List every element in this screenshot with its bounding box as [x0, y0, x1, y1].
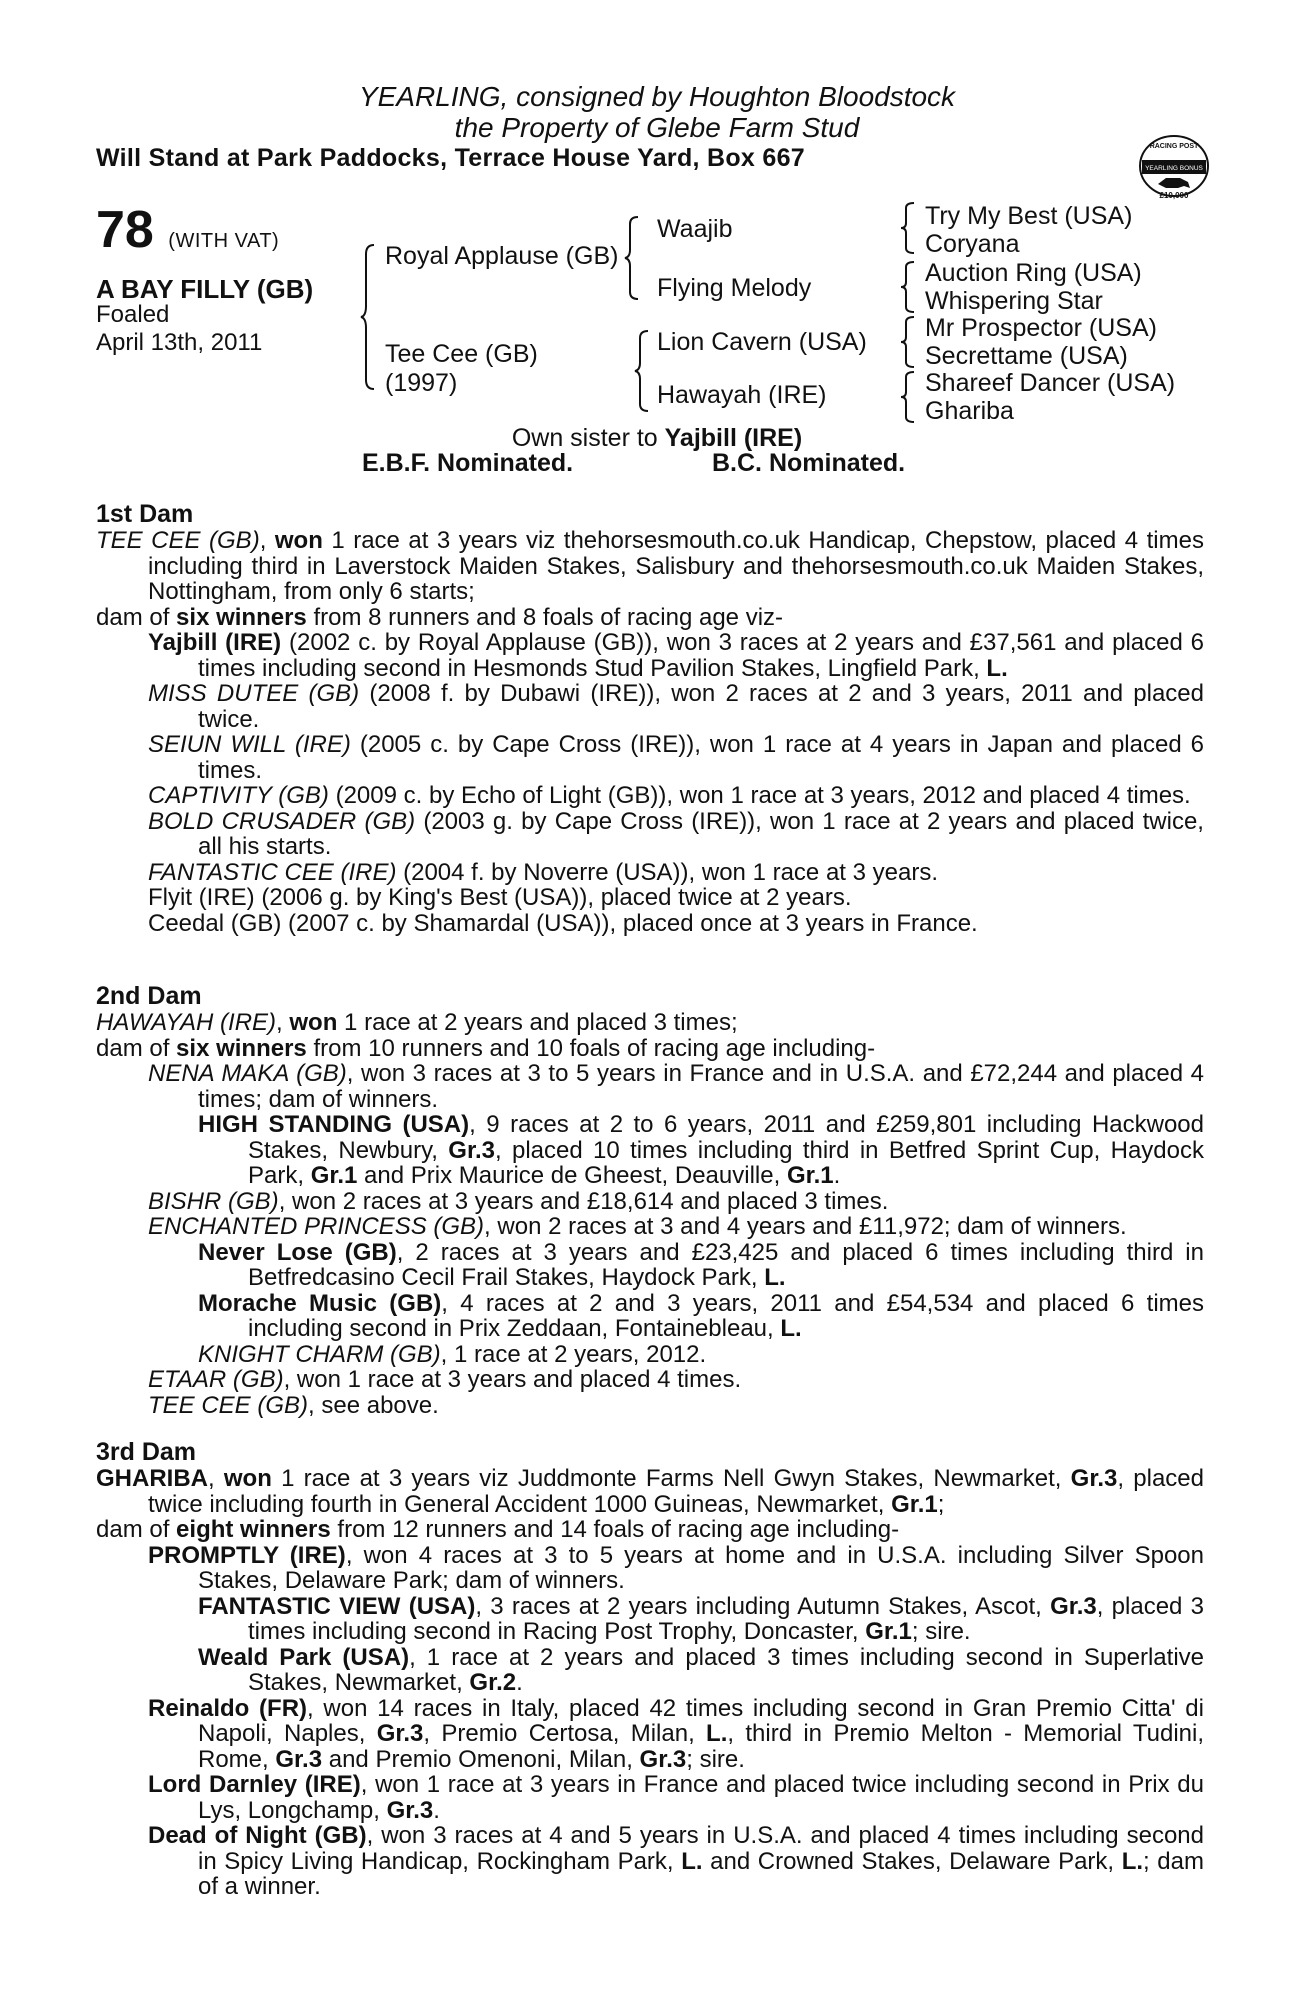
text-run: Gr.1 — [891, 1490, 938, 1518]
lot-number-line — [96, 200, 279, 271]
property-line: the Property of Glebe Farm Stud — [454, 112, 860, 143]
text-run: Gr.1 — [786, 1162, 834, 1189]
text-run: L. — [706, 1720, 728, 1747]
sire-sire-sire: Try My Best (USA) — [925, 202, 1133, 230]
text-run: Yajbill (IRE) — [148, 629, 282, 656]
sire-dam-dam: Whispering Star — [925, 287, 1103, 315]
sire-dam: Flying Melody — [657, 274, 812, 302]
text-run: , placed twice including fourth in General Accident 1000 Guineas, Newmarket, — [148, 1465, 1204, 1518]
text-run: 1 race at 2 years and placed 3 times; — [337, 1009, 738, 1036]
vat-label: (WITH VAT) — [168, 230, 280, 252]
ebf-nominated: E.B.F. Nominated. — [362, 449, 574, 477]
pedigree-brace-main — [360, 244, 376, 390]
text-run: Gr.2 — [469, 1669, 517, 1696]
text-run: . — [433, 1796, 440, 1824]
text-run: Never Lose (GB) — [198, 1238, 397, 1266]
lot-number: 78 — [96, 201, 154, 259]
text-run: SEIUN WILL (IRE) — [148, 731, 351, 758]
foaled-label: Foaled — [96, 301, 170, 328]
consignor-line: YEARLING, consigned by Houghton Bloodstock — [358, 81, 956, 112]
dam-sire-sire: Mr Prospector (USA) — [925, 314, 1157, 342]
text-run: CAPTIVITY (GB) — [148, 782, 329, 809]
text-run: dam of — [96, 1516, 177, 1543]
badge-top-text: RACING POST — [1149, 143, 1199, 150]
text-run: , won 14 races in Italy, placed 42 times including second in Gran Premio Citta' di Napoli, Naples, — [198, 1694, 1204, 1747]
first-dam-heading: 1st Dam — [96, 500, 194, 528]
text-run: , third in Premio Melton - Memorial Tudini, Rome, — [198, 1720, 1204, 1773]
produce-entry-grandchild — [198, 1291, 1204, 1342]
text-run: 1 race at 3 years viz thehorsesmouth.co.uk Handicap, Chepstow, placed 4 times including third in Laverstock Maiden Stakes, Salisbury and thehorsesmouth.co.uk Maiden Stakes, Nottingham, from only 6 starts; — [148, 527, 1204, 605]
text-run: , 3 races at 2 years including Autumn Stakes, Ascot, — [475, 1592, 1051, 1620]
pedigree-brace-dam — [634, 330, 650, 412]
first-dam-produce-list — [96, 630, 1204, 936]
badge-amount-text: £10,000 — [1159, 191, 1189, 200]
text-run: L. — [1121, 1847, 1144, 1875]
third-dam-heading: 3rd Dam — [96, 1438, 197, 1466]
text-run: PROMPTLY (IRE) — [148, 1541, 346, 1569]
text-run: (2009 c. by Echo of Light (GB)), won 1 race at 3 years, 2012 and placed 4 times. — [328, 782, 1191, 809]
first-dam-record — [96, 528, 1204, 605]
own-sister-name: Yajbill (IRE) — [664, 424, 803, 452]
text-run: Gr.3 — [448, 1136, 495, 1164]
text-run: , — [276, 1009, 290, 1036]
dam-dam-sire: Shareef Dancer (USA) — [925, 369, 1176, 397]
produce-entry — [148, 1823, 1204, 1900]
text-run: Gr.3 — [1050, 1592, 1097, 1620]
text-run: Gr.3 — [275, 1745, 323, 1773]
own-sister-prefix: Own sister to — [511, 424, 665, 452]
text-run: from 8 runners and 8 foals of racing age viz- — [306, 603, 784, 631]
produce-entry — [148, 911, 1204, 937]
second-dam-section — [96, 982, 1204, 1418]
stand-location: Will Stand at Park Paddocks, Terrace House Yard, Box 667 — [96, 144, 805, 172]
text-run: Lord Darnley (IRE) — [148, 1771, 361, 1798]
text-run: six winners — [176, 603, 307, 631]
produce-entry — [148, 732, 1204, 783]
first-dam-produce-summary — [96, 605, 1204, 631]
text-run: , won 1 race at 3 years in France and placed twice including second in Prix du Lys, Longchamp, — [198, 1771, 1204, 1824]
text-run: NENA MAKA (GB) — [148, 1060, 347, 1087]
text-run: , 1 race at 2 years and placed 3 times including second in Superlative Stakes, Newmarket, — [248, 1643, 1205, 1696]
yearling-bonus-badge-icon — [1136, 126, 1212, 206]
text-run: , — [259, 527, 275, 554]
produce-entry — [148, 630, 1204, 681]
second-dam-produce-summary — [96, 1036, 1204, 1062]
text-run: FANTASTIC VIEW (USA) — [198, 1592, 476, 1620]
produce-entry — [148, 681, 1204, 732]
own-sister-note — [0, 424, 1314, 453]
produce-entry — [148, 1772, 1204, 1823]
third-dam-produce-list — [96, 1543, 1204, 1900]
text-run: FANTASTIC CEE (IRE) — [148, 858, 397, 886]
sire-sire: Waajib — [657, 215, 733, 243]
dam-sire-dam: Secrettame (USA) — [925, 342, 1128, 370]
sire: Royal Applause (GB) — [385, 242, 619, 270]
pedigree-brace-sd — [900, 261, 916, 313]
text-run: , — [208, 1465, 224, 1492]
text-run: , won 3 races at 3 to 5 years in France and in U.S.A. and £72,244 and placed 4 times; dam of winners. — [198, 1060, 1204, 1113]
text-run: L. — [681, 1847, 703, 1875]
text-run: , 2 races at 3 years and £23,425 and placed 6 times including third in Betfredcasino Cecil Frail Stakes, Haydock Park, — [248, 1238, 1204, 1291]
dam-year: (1997) — [385, 369, 458, 397]
text-run: dam of — [96, 603, 177, 631]
text-run: Gr.1 — [310, 1162, 358, 1189]
text-run: Gr.3 — [1070, 1465, 1118, 1492]
produce-entry-grandchild — [198, 1645, 1204, 1696]
text-run: six winners — [176, 1034, 307, 1062]
pedigree-brace-ss — [900, 202, 916, 254]
dam: Tee Cee (GB) — [385, 340, 538, 368]
text-run: , 1 race at 2 years, 2012. — [440, 1340, 707, 1368]
text-run: Gr.3 — [376, 1720, 424, 1747]
text-run: from 10 runners and 10 foals of racing age including- — [306, 1034, 876, 1062]
text-run: and Prix Maurice de Gheest, Deauville, — [357, 1162, 787, 1189]
text-run: (2004 f. by Noverre (USA)), won 1 race at 3 years. — [396, 858, 938, 886]
text-run: GHARIBA — [96, 1465, 208, 1492]
bc-nominated: B.C. Nominated. — [712, 449, 906, 477]
text-run: L. — [780, 1315, 802, 1342]
text-run: from 12 runners and 14 foals of racing age including- — [330, 1516, 900, 1543]
text-run: . — [516, 1669, 523, 1696]
text-run: , see above. — [308, 1391, 439, 1419]
text-run: ; — [937, 1490, 945, 1518]
text-run: Dead of Night (GB) — [148, 1822, 367, 1849]
text-run: Weald Park (USA) — [198, 1643, 410, 1671]
second-dam-heading: 2nd Dam — [96, 982, 202, 1010]
produce-entry — [148, 1393, 1204, 1419]
dam-dam: Hawayah (IRE) — [657, 381, 827, 409]
text-run: . — [833, 1162, 841, 1189]
text-run: HIGH STANDING (USA) — [198, 1111, 470, 1138]
text-run: HAWAYAH (IRE) — [96, 1009, 277, 1036]
produce-entry — [148, 1214, 1204, 1240]
text-run: Gr.1 — [865, 1618, 912, 1645]
text-run: Gr.3 — [639, 1745, 687, 1773]
produce-entry — [148, 783, 1204, 809]
produce-entry — [148, 1061, 1204, 1112]
produce-entry — [148, 1189, 1204, 1215]
third-dam-record — [96, 1466, 1204, 1517]
produce-entry — [148, 860, 1204, 886]
produce-entry — [148, 1367, 1204, 1393]
text-run: 1 race at 3 years viz Juddmonte Farms Nell Gwyn Stakes, Newmarket, — [271, 1465, 1071, 1492]
text-run: , 9 races at 2 to 6 years, 2011 and £259,801 including Hackwood Stakes, Newbury, — [248, 1111, 1205, 1164]
text-run: ; dam of a winner. — [198, 1847, 1204, 1900]
produce-entry-grandchild — [198, 1594, 1204, 1645]
text-run: L. — [986, 654, 1008, 682]
lot-description: A BAY FILLY (GB) — [96, 274, 314, 304]
text-run: and Crowned Stakes, Delaware Park, — [702, 1847, 1122, 1875]
text-run: (2003 g. by Cape Cross (IRE)), won 1 race at 2 years and placed twice, all his starts. — [198, 807, 1204, 860]
text-run: eight winners — [176, 1516, 331, 1543]
text-run: , won 3 races at 4 and 5 years in U.S.A. and placed 4 times including second in Spicy Living Handicap, Rockingham Park, — [198, 1822, 1205, 1875]
text-run: dam of — [96, 1034, 177, 1062]
text-run: , won 2 races at 3 years and £18,614 and placed 3 times. — [278, 1187, 889, 1215]
sire-sire-dam: Coryana — [925, 230, 1020, 258]
text-run: won — [223, 1465, 272, 1492]
pedigree-brace-ds — [900, 316, 916, 368]
text-run: Ceedal (GB) (2007 c. by Shamardal (USA)), placed once at 3 years in France. — [148, 909, 978, 937]
first-dam-section — [96, 500, 1204, 936]
dam-dam-dam: Ghariba — [925, 397, 1014, 425]
text-run: KNIGHT CHARM (GB) — [198, 1340, 441, 1368]
text-run: L. — [764, 1264, 786, 1291]
text-run: , Premio Certosa, Milan, — [423, 1720, 707, 1747]
text-run: ; sire. — [911, 1618, 971, 1645]
text-run: , placed 3 times including second in Racing Post Trophy, Doncaster, — [248, 1592, 1204, 1645]
text-run: TEE CEE (GB) — [148, 1391, 309, 1419]
text-run: (2005 c. by Cape Cross (IRE)), won 1 race at 4 years in Japan and placed 6 times. — [198, 731, 1204, 784]
text-run: ETAAR (GB) — [148, 1366, 284, 1393]
text-run: BISHR (GB) — [148, 1187, 279, 1215]
text-run: Reinaldo (FR) — [148, 1694, 308, 1722]
text-run: TEE CEE (GB) — [96, 527, 260, 554]
produce-entry — [148, 885, 1204, 911]
text-run: ; sire. — [686, 1745, 745, 1773]
produce-entry — [148, 809, 1204, 860]
text-run: and Premio Omenoni, Milan, — [322, 1745, 640, 1773]
produce-entry — [148, 1696, 1204, 1773]
third-dam-produce-summary — [96, 1517, 1204, 1543]
text-run: Gr.3 — [386, 1796, 434, 1824]
text-run: , placed 10 times including third in Betfred Sprint Cup, Haydock Park, — [248, 1136, 1204, 1189]
text-run: (2008 f. by Dubawi (IRE)), won 2 races at 2 and 3 years, 2011 and placed twice. — [198, 680, 1204, 733]
third-dam-section — [96, 1438, 1204, 1900]
produce-entry-grandchild — [198, 1342, 1204, 1368]
pedigree-brace-sire — [624, 216, 640, 300]
text-run: MISS DUTEE (GB) — [148, 680, 360, 707]
second-dam-record — [96, 1010, 1204, 1036]
badge-mid-text: YEARLING BONUS — [1145, 165, 1203, 172]
text-run: BOLD CRUSADER (GB) — [148, 807, 416, 835]
text-run: won — [289, 1009, 338, 1036]
text-run: , won 4 races at 3 to 5 years at home and in U.S.A. including Silver Spoon Stakes, Delaware Park; dam of winners. — [198, 1541, 1205, 1594]
text-run: (2002 c. by Royal Applause (GB)), won 3 races at 2 years and £37,561 and placed 6 times including second in Hesmonds Stud Pavilion Stakes, Lingfield Park, — [198, 629, 1204, 682]
produce-entry-grandchild — [198, 1112, 1204, 1189]
text-run: ENCHANTED PRINCESS (GB) — [148, 1213, 485, 1240]
sire-dam-sire: Auction Ring (USA) — [925, 259, 1142, 287]
text-run: , 4 races at 2 and 3 years, 2011 and £54,534 and placed 6 times including second in Prix Zeddaan, Fontainebleau, — [248, 1289, 1204, 1342]
text-run: won — [274, 527, 323, 554]
text-run: Flyit (IRE) (2006 g. by King's Best (USA)), placed twice at 2 years. — [148, 884, 852, 911]
pedigree-brace-dd — [900, 371, 916, 423]
second-dam-produce-list — [96, 1061, 1204, 1418]
text-run: , won 2 races at 3 and 4 years and £11,972; dam of winners. — [484, 1213, 1127, 1240]
text-run: Morache Music (GB) — [198, 1289, 442, 1317]
produce-entry-grandchild — [198, 1240, 1204, 1291]
dam-sire: Lion Cavern (USA) — [657, 328, 867, 356]
text-run: , won 1 race at 3 years and placed 4 times. — [283, 1366, 742, 1393]
produce-entry — [148, 1543, 1204, 1594]
foaled-date: April 13th, 2011 — [96, 329, 263, 356]
